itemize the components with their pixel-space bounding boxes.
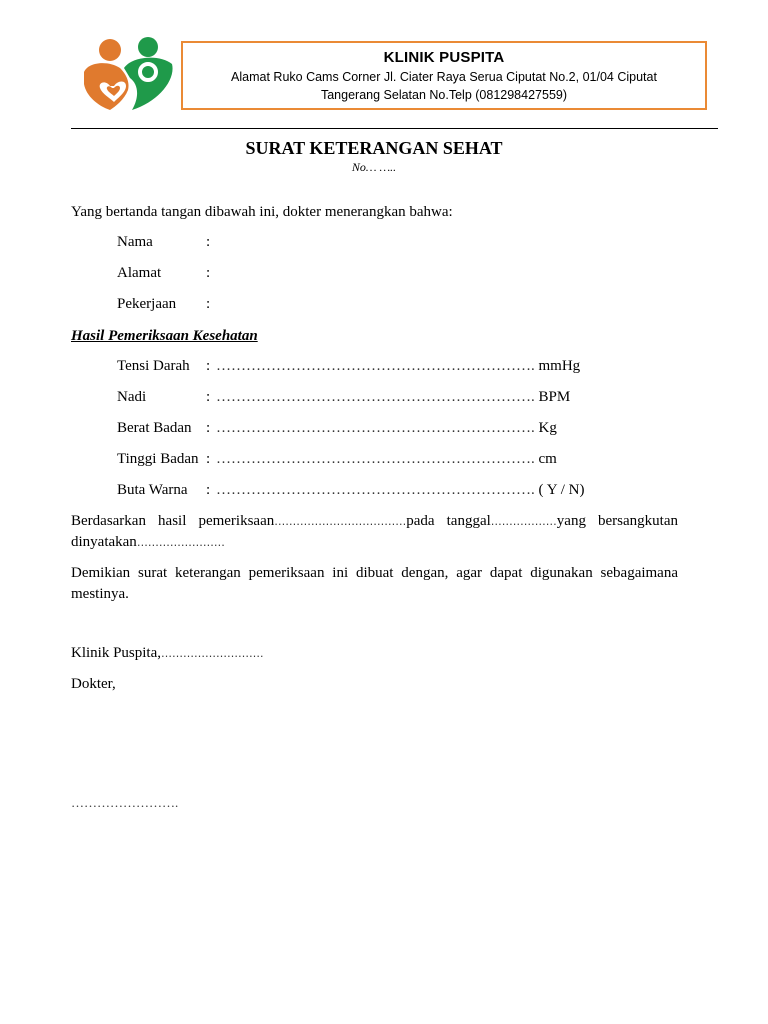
exam-field-berat (117, 420, 557, 437)
signature-line: ……………………. (71, 795, 179, 810)
field-colon: : (206, 389, 211, 405)
field-colon: : (206, 296, 211, 312)
clinic-header-box (181, 41, 707, 110)
header-divider (71, 128, 718, 129)
field-pekerjaan (117, 296, 216, 313)
para-dots: ……………… (490, 515, 557, 528)
clinic-address-line1: Alamat Ruko Cams Corner Jl. Ciater Raya Serua Ciputat No.2, 01/04 Ciputat (231, 70, 657, 84)
field-label: Tensi Darah (117, 358, 190, 374)
field-colon: : (206, 420, 211, 436)
field-alamat (117, 265, 216, 282)
field-colon: : (206, 451, 211, 467)
field-unit: cm (538, 451, 557, 467)
logo-orange-head (99, 39, 121, 61)
para-dots: ……………………………… (274, 515, 407, 528)
field-unit: BPM (538, 389, 571, 405)
place-line (71, 645, 264, 662)
field-unit: Kg (538, 420, 557, 436)
field-colon: : (206, 265, 211, 281)
exam-field-buta-warna (117, 482, 584, 499)
exam-field-tinggi (117, 451, 557, 468)
logo-green-head (138, 37, 158, 57)
para-text: yang bersangkutan dinyatakan (71, 513, 679, 550)
clinic-logo (80, 36, 176, 116)
section-title-exam: Hasil Pemeriksaan Kesehatan (71, 328, 258, 344)
field-colon: : (206, 358, 211, 374)
paragraph-result (71, 511, 678, 553)
place-dots: ………………………. (161, 647, 264, 660)
paragraph-closing: Demikian surat keterangan pemeriksaan ini dibuat dengan, agar dapat digunakan sebagaimana mestinya. (71, 565, 678, 602)
para-dots: …………………… (136, 536, 225, 549)
place-text: Klinik Puspita, (71, 645, 162, 661)
field-label: Alamat (117, 265, 162, 281)
field-unit: mmHg (538, 358, 581, 374)
intro-text: Yang bertanda tangan dibawah ini, dokter menerangkan bahwa: (71, 204, 453, 220)
exam-field-tensi (117, 358, 580, 375)
field-label: Pekerjaan (117, 296, 177, 312)
document-title: SURAT KETERANGAN SEHAT (245, 138, 503, 158)
field-label: Tinggi Badan (117, 451, 199, 467)
clinic-name: KLINIK PUSPITA (383, 49, 505, 66)
field-dots: ………………………………………………………. (216, 420, 535, 436)
field-label: Buta Warna (117, 482, 188, 498)
doctor-label: Dokter, (71, 676, 116, 692)
field-dots: ………………………………………………………. (216, 389, 535, 405)
clinic-address-line2: Tangerang Selatan No.Telp (081298427559) (320, 88, 568, 102)
field-colon: : (206, 482, 211, 498)
para-text: Berdasarkan hasil pemeriksaan (71, 513, 275, 529)
field-label: Nama (117, 234, 153, 250)
field-colon: : (206, 234, 211, 250)
exam-field-nadi (117, 389, 570, 406)
field-dots: ………………………………………………………. (216, 451, 535, 467)
field-dots: ………………………………………………………. (216, 482, 535, 498)
field-unit: ( Y / N) (538, 482, 585, 498)
field-label: Berat Badan (117, 420, 192, 436)
document-number: No… ….. (351, 160, 397, 174)
field-label: Nadi (117, 389, 147, 405)
para-text: pada tanggal (406, 513, 491, 529)
field-dots: ………………………………………………………. (216, 358, 535, 374)
field-nama (117, 234, 216, 251)
